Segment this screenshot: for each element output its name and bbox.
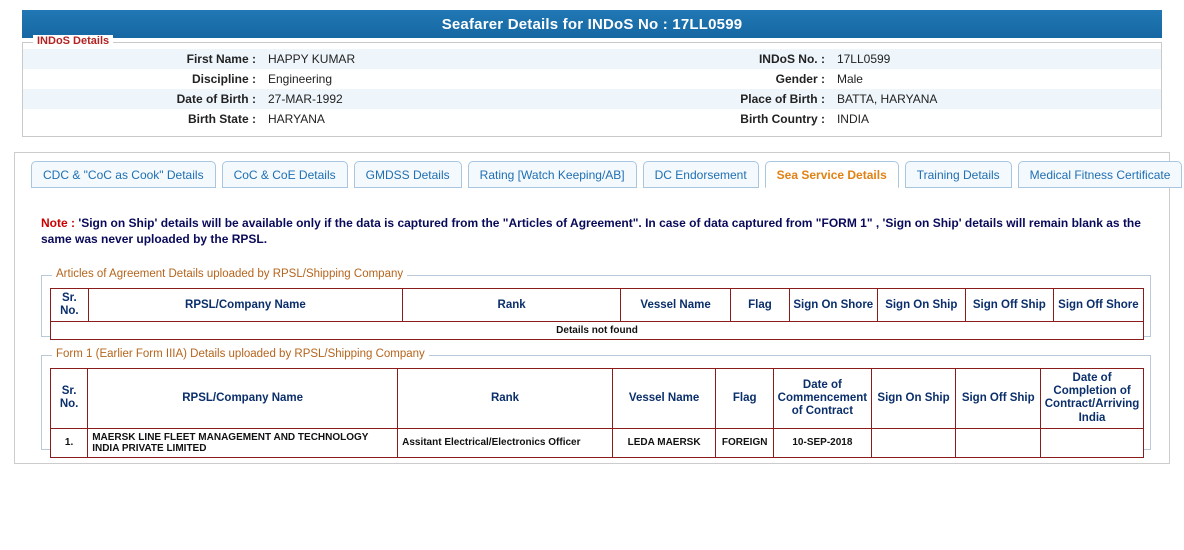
col-vessel-name: Vessel Name	[621, 289, 731, 322]
cell-sign-on-ship	[871, 428, 956, 457]
table-row	[23, 69, 1161, 89]
col-sign-on-ship: Sign On Ship	[871, 369, 956, 429]
col-company-name: RPSL/Company Name	[88, 289, 402, 322]
tab-cdc-coc-as-cook[interactable]: CDC & "CoC as Cook" Details	[31, 161, 216, 188]
page-title: Seafarer Details for INDoS No : 17LL0599	[22, 10, 1162, 38]
col-sr-no: Sr. No.	[51, 289, 89, 322]
col-sign-on-shore: Sign On Shore	[789, 289, 877, 322]
col-vessel-name: Vessel Name	[612, 369, 715, 429]
tab-gmdss[interactable]: GMDSS Details	[354, 161, 462, 188]
cell-date-of-commencement: 10-SEP-2018	[774, 428, 872, 457]
dob-label: Date of Birth :	[23, 89, 262, 109]
table-row	[23, 89, 1161, 109]
birth-country-label: Birth Country :	[740, 112, 825, 126]
form1-legend: Form 1 (Earlier Form IIIA) Details uploaded by RPSL/Shipping Company	[52, 348, 429, 360]
indos-details-table	[23, 49, 1161, 129]
col-date-of-commencement: Date of Commencement of Contract	[774, 369, 872, 429]
articles-of-agreement-table	[50, 288, 1144, 340]
tab-dc-endorsement[interactable]: DC Endorsement	[643, 161, 759, 188]
tab-coc-coe[interactable]: CoC & CoE Details	[222, 161, 348, 188]
col-sign-off-ship: Sign Off Ship	[956, 369, 1041, 429]
cell-rank: Assitant Electrical/Electronics Officer	[398, 428, 613, 457]
form1-table	[50, 368, 1144, 458]
articles-of-agreement-section	[41, 268, 1151, 337]
cell-date-of-completion	[1041, 428, 1144, 457]
table-row	[23, 49, 1161, 69]
table-row	[51, 322, 1144, 340]
table-row	[23, 109, 1161, 129]
col-rank: Rank	[398, 369, 613, 429]
place-of-birth-label: Place of Birth :	[592, 89, 831, 109]
tab-bar	[31, 161, 1182, 188]
col-flag: Flag	[731, 289, 790, 322]
discipline-value: Engineering	[267, 72, 333, 86]
note-label: Note :	[41, 216, 75, 230]
indos-no-label: INDoS No. :	[592, 49, 831, 69]
first-name-value: HAPPY KUMAR	[262, 49, 592, 69]
cell-flag: FOREIGN	[716, 428, 774, 457]
tab-medical-fitness-certificate[interactable]: Medical Fitness Certificate	[1018, 161, 1183, 188]
cell-sr-no: 1.	[51, 428, 88, 457]
indos-no-value: 17LL0599	[831, 49, 1161, 69]
form1-section	[41, 348, 1151, 454]
table-row	[51, 428, 1144, 457]
discipline-label: Discipline :	[191, 72, 256, 86]
birth-state-label: Birth State :	[187, 112, 256, 126]
col-flag: Flag	[716, 369, 774, 429]
col-rank: Rank	[403, 289, 621, 322]
sign-on-ship-note	[41, 215, 1151, 247]
tab-training-details[interactable]: Training Details	[905, 161, 1012, 188]
first-name-label: First Name :	[23, 49, 262, 69]
sea-service-tab-panel	[14, 152, 1170, 464]
birth-country-value: INDIA	[836, 112, 869, 126]
col-sign-off-shore: Sign Off Shore	[1053, 289, 1143, 322]
table-header-row	[51, 289, 1144, 322]
col-sign-off-ship: Sign Off Ship	[965, 289, 1053, 322]
indos-details-legend: INDoS Details	[33, 35, 113, 47]
place-of-birth-value: BATTA, HARYANA	[831, 89, 1161, 109]
dob-value: 27-MAR-1992	[262, 89, 592, 109]
col-sr-no: Sr. No.	[51, 369, 88, 429]
indos-details-panel	[22, 35, 1162, 137]
table-header-row	[51, 369, 1144, 429]
gender-value: Male	[836, 72, 863, 86]
gender-label: Gender :	[775, 72, 825, 86]
note-text: 'Sign on Ship' details will be available only if the data is captured from the "Articles of Agreement". In case of data captured from "FORM 1" , 'Sign on Ship' details will remain blank as the same was never uploaded by the RPSL.	[41, 216, 1141, 247]
col-sign-on-ship: Sign On Ship	[877, 289, 965, 322]
tab-sea-service-details[interactable]: Sea Service Details	[765, 161, 899, 188]
col-date-of-completion: Date of Completion of Contract/Arriving India	[1041, 369, 1144, 429]
cell-vessel-name: LEDA MAERSK	[612, 428, 715, 457]
tab-rating-watch-keeping[interactable]: Rating [Watch Keeping/AB]	[468, 161, 637, 188]
articles-of-agreement-legend: Articles of Agreement Details uploaded by RPSL/Shipping Company	[52, 268, 407, 280]
col-company-name: RPSL/Company Name	[88, 369, 398, 429]
birth-state-value: HARYANA	[267, 112, 325, 126]
cell-sign-off-ship	[956, 428, 1041, 457]
no-records-message: Details not found	[51, 322, 1144, 340]
cell-company-name: MAERSK LINE FLEET MANAGEMENT AND TECHNOLOGY INDIA PRIVATE LIMITED	[88, 428, 398, 457]
